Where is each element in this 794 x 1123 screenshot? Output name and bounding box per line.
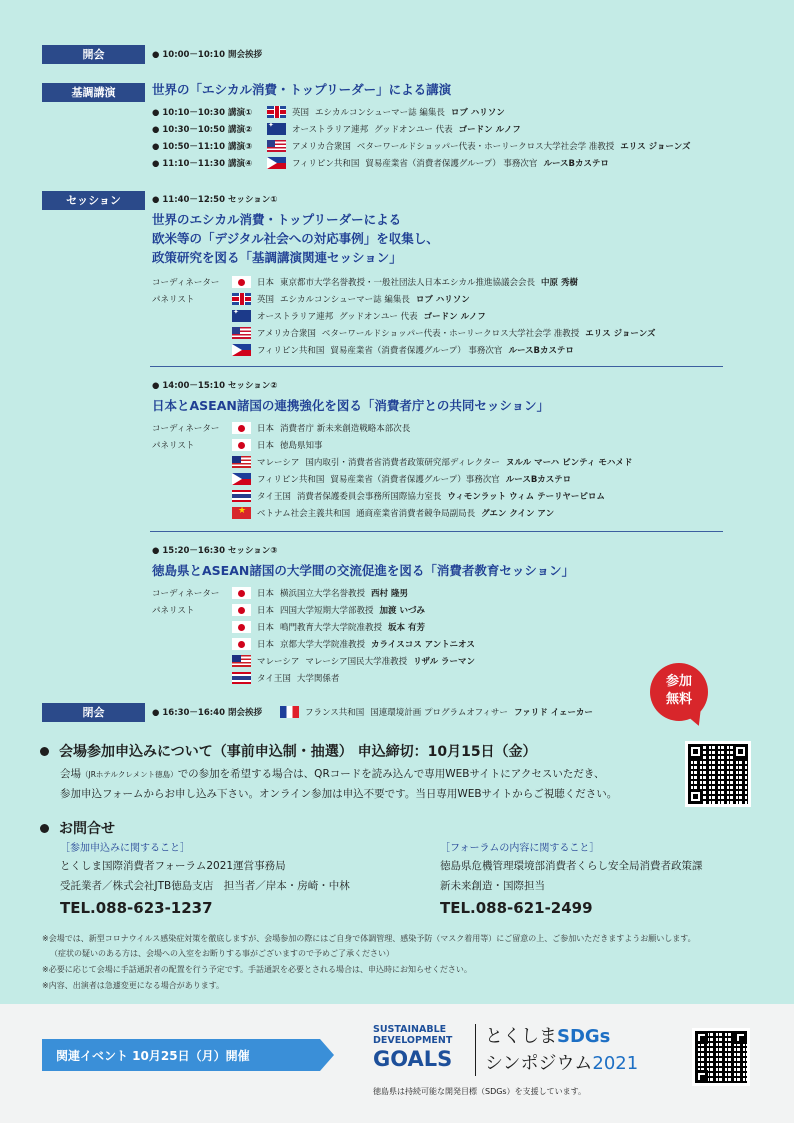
japan-flag-icon: [232, 638, 251, 650]
sdgs-logo: SUSTAINABLE DEVELOPMENT GOALS: [373, 1024, 453, 1071]
japan-flag-icon: [232, 439, 251, 451]
note: ※会場では、新型コロナウイルス感染症対策を徹底しますが、会場参加の際にはご自身で体調管理、感染予防（マスク着用等）にご留意の上、ご参加いただきますようお願いします。: [42, 934, 696, 943]
thailand-flag-icon: [232, 490, 251, 502]
divider: [150, 531, 723, 532]
contact-heading: お問合せ: [40, 818, 115, 838]
vietnam-flag-icon: [232, 507, 251, 519]
panelist-label: パネリスト: [152, 295, 195, 305]
japan-flag-icon: [232, 587, 251, 599]
tag-close: 閉会: [42, 703, 145, 722]
uk-flag-icon: [232, 293, 251, 305]
contact-right-line-1: 徳島県危機管理環境部消費者くらし安全局消費者政策課: [440, 860, 703, 872]
session1-row: フィリピン共和国 貿易産業省（消費者保護グループ） 事務次官 ルースBカステロ: [232, 343, 574, 357]
usa-flag-icon: [232, 327, 251, 339]
related-event-label: 関連イベント 10月25日（月）開催: [56, 1049, 250, 1063]
philippines-flag-icon: [232, 344, 251, 356]
contact-left-sub: ［参加申込みに関すること］: [60, 843, 190, 854]
keynote-title: 世界の「エシカル消費・トップリーダー」による講演: [152, 82, 452, 97]
keynote-item: ● 10:10－10:30 講演① 英国 エシカルコンシューマー誌 編集長 ロブ ハリソン: [152, 108, 505, 118]
session2-row: 日本 徳島県知事: [232, 438, 323, 452]
keynote-item: ● 11:10－11:30 講演④ フィリピン共和国 貿易産業省（消費者保護グループ） 事務次官 ルースBカステロ: [152, 159, 609, 169]
bullet-icon: [40, 824, 49, 833]
japan-flag-icon: [232, 276, 251, 288]
note: ※必要に応じて会場に手話通訳者の配置を行う予定です。手話通訳を必要とされる場合は、申込時にお知らせください。: [42, 965, 472, 974]
japan-flag-icon: [232, 422, 251, 434]
contact-left-tel: TEL.088-623-1237: [60, 899, 213, 917]
malaysia-flag-icon: [232, 655, 251, 667]
session2-time: ● 14:00－15:10 セッション②: [152, 381, 278, 391]
coordinator-label: コーディネーター: [152, 278, 220, 288]
session1-row: アメリカ合衆国 ベターワールドショッパー代表・ホーリークロス大学社会学 准教授 エリス ジョーンズ: [232, 326, 655, 340]
contact-right-line-2: 新未来創造・国際担当: [440, 880, 545, 892]
keynote-item: ● 10:50－11:10 講演③ アメリカ合衆国 ベターワールドショッパー代表・ホーリークロス大学社会学 准教授 エリス ジョーンズ: [152, 142, 691, 152]
session1-row: ✦ オーストラリア連邦 グッドオンユー 代表 ゴードン ルノフ: [232, 309, 486, 323]
contact-right-tel: TEL.088-621-2499: [440, 899, 593, 917]
symposium-title-1: とくしまSDGs: [485, 1026, 611, 1047]
philippines-flag-icon: [267, 157, 286, 169]
keynote-item: ● 10:30－10:50 講演② ✦ オーストラリア連邦 グッドオンユー 代表 ゴードン ルノフ: [152, 122, 521, 136]
qr-code-apply[interactable]: [685, 741, 751, 807]
session3-row: タイ王国 大学関係者: [232, 671, 339, 685]
apply-text-2: 参加申込フォームからお申し込み下さい。オンライン参加は申込不要です。当日専用WEBサイトからご視聴ください。: [60, 788, 618, 800]
panelist-label: パネリスト: [152, 606, 195, 616]
tag-keynote: 基調講演: [42, 83, 145, 102]
session1-title-2: 欧米等の「デジタル社会への対応事例」を収集し、: [152, 231, 439, 246]
session1-title-3: 政策研究を図る「基調講演関連セッション」: [152, 250, 402, 265]
footer: [0, 1004, 794, 1123]
thailand-flag-icon: [232, 672, 251, 684]
tag-session: セッション: [42, 191, 145, 210]
open-line: ● 10:00－10:10 開会挨拶: [152, 50, 262, 60]
logo-divider: [475, 1024, 476, 1076]
session2-row: フィリピン共和国 貿易産業省（消費者保護グループ）事務次官 ルースBカステロ: [232, 472, 571, 486]
qr-code-symposium[interactable]: [692, 1028, 750, 1086]
bullet-icon: [40, 747, 49, 756]
session3-title: 徳島県とASEAN諸国の大学間の交流促進を図る「消費者教育セッション」: [152, 563, 575, 578]
session1-title-1: 世界のエシカル消費・トップリーダーによる: [152, 212, 402, 227]
contact-left-line-1: とくしま国際消費者フォーラム2021運営事務局: [60, 860, 286, 872]
session2-row: 日本 消費者庁 新未来創造戦略本部次長: [232, 421, 410, 435]
related-event-banner[interactable]: [42, 1039, 334, 1071]
france-flag-icon: [280, 706, 299, 718]
session2-row: タイ王国 消費者保護委員会事務所国際協力室長 ウィモンラット ウィム テーリヤーピロム: [232, 489, 605, 503]
panelist-label: パネリスト: [152, 441, 195, 451]
note: （症状の疑いのある方は、会場への入室をお断りする事がございますので予めご了承ください）: [50, 949, 394, 958]
divider: [150, 366, 723, 367]
coordinator-label: コーディネーター: [152, 424, 220, 434]
contact-left-line-2: 受託業者／株式会社JTB徳島支店 担当者／岸本・房崎・中林: [60, 880, 350, 892]
sdgs-support-text: 徳島県は持続可能な開発目標（SDGs）を支援しています。: [373, 1087, 586, 1096]
session3-row: 日本 横浜国立大学名誉教授 西村 隆男: [232, 586, 408, 600]
australia-flag-icon: [232, 310, 251, 322]
session3-row: 日本 京都大学大学院准教授 カライスコス アントニオス: [232, 637, 475, 651]
malaysia-flag-icon: [232, 456, 251, 468]
usa-flag-icon: [267, 140, 286, 152]
japan-flag-icon: [232, 621, 251, 633]
uk-flag-icon: [267, 106, 286, 118]
session3-time: ● 15:20－16:30 セッション③: [152, 546, 278, 556]
philippines-flag-icon: [232, 473, 251, 485]
japan-flag-icon: [232, 604, 251, 616]
session1-row: 英国 エシカルコンシューマー誌 編集長 ロブ ハリソン: [232, 292, 470, 306]
australia-flag-icon: [267, 123, 286, 135]
symposium-title-2: シンポジウム2021: [485, 1053, 639, 1074]
session2-title: 日本とASEAN諸国の連携強化を図る「消費者庁との共同セッション」: [152, 398, 550, 413]
apply-text-1: 会場（JRホテルクレメント徳島）での参加を希望する場合は、QRコードを読み込んで専用WEBサイトにアクセスいただき、: [60, 768, 605, 780]
session1-row: 日本 東京都市大学名誉教授・一般社団法人日本エシカル推進協議会会長 中原 秀樹: [232, 275, 578, 289]
session3-row: マレーシア マレーシア国民大学准教授 リザル ラーマン: [232, 654, 475, 668]
session3-row: 日本 四国大学短期大学部教授 加渡 いづみ: [232, 603, 425, 617]
session2-row: ★ ベトナム社会主義共和国 通商産業省消費者競争局副局長 グエン クイン アン: [232, 506, 554, 520]
session2-row: マレーシア 国内取引・消費者省消費者政策研究部ディレクター ヌルル マーハ ビンティ モハメド: [232, 455, 632, 469]
contact-right-sub: ［フォーラムの内容に関すること］: [440, 843, 600, 854]
session3-row: 日本 鳴門教育大学大学院准教授 坂本 有芳: [232, 620, 425, 634]
coordinator-label: コーディネーター: [152, 589, 220, 599]
apply-heading: 会場参加申込みについて（事前申込制・抽選） 申込締切：10月15日（金）: [40, 741, 537, 761]
session1-time: ● 11:40－12:50 セッション①: [152, 195, 278, 205]
note: ※内容、出演者は急遽変更になる場合があります。: [42, 981, 225, 990]
tag-open: 開会: [42, 45, 145, 64]
free-participation-badge: 参加 無料: [650, 663, 708, 721]
close-line: ● 16:30－16:40 閉会挨拶 フランス共和国 国連環境計画 プログラムオフィサー ファリド イェーカー: [152, 708, 593, 718]
